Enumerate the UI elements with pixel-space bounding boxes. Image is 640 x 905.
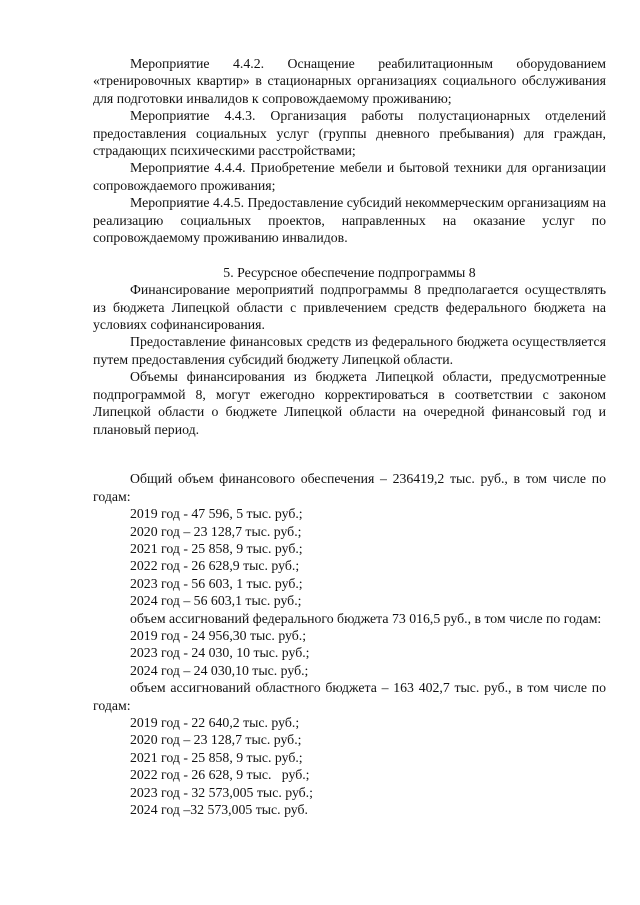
total-year-line: 2021 год - 25 858, 9 тыс. руб.; — [130, 540, 303, 556]
financing-volume-paragraph: Объемы финансирования из бюджета Липецкой области, предусмотренные подпрограммой 8, могут ежегодно корректироваться в соответствии с законом Липецкой области о бюджете Липецкой области на очередной финансовый год и плановый период. — [93, 369, 606, 437]
measure-4-4-4: Мероприятие 4.4.4. Приобретение мебели и бытовой техники для организации сопровождаемого проживания; — [93, 160, 606, 193]
spacer — [93, 246, 606, 263]
federal-year-line: 2019 год - 24 956,30 тыс. руб.; — [130, 627, 307, 643]
total-year-line: 2022 год - 26 628,9 тыс. руб.; — [130, 558, 300, 574]
regional-year-line: 2024 год –32 573,005 тыс. руб. — [130, 802, 308, 818]
regional-year-line: 2021 год - 25 858, 9 тыс. руб.; — [130, 749, 303, 765]
spacer — [93, 438, 606, 455]
federal-funds-paragraph: Предоставление финансовых средств из федерального бюджета осуществляется путем предоставления субсидий бюджету Липецкой области. — [93, 334, 606, 367]
total-year-line: 2020 год – 23 128,7 тыс. руб.; — [130, 523, 302, 539]
total-year-line: 2024 год – 56 603,1 тыс. руб.; — [130, 593, 302, 609]
federal-year-line: 2024 год – 24 030,10 тыс. руб.; — [130, 662, 309, 678]
section-title: 5. Ресурсное обеспечение подпрограммы 8 — [223, 264, 476, 280]
federal-budget-intro: объем ассигнований федерального бюджета 73 016,5 руб., в том числе по годам: — [130, 610, 602, 626]
regional-year-line: 2020 год – 23 128,7 тыс. руб.; — [130, 732, 302, 748]
regional-budget-intro: объем ассигнований областного бюджета – 163 402,7 тыс. руб., в том числе по годам: — [93, 680, 606, 713]
financing-paragraph: Финансирование мероприятий подпрограммы 8 предполагается осуществлять из бюджета Липецкой области с привлечением средств федерального бюджета на условиях софинансирования. — [93, 282, 606, 333]
regional-year-line: 2022 год - 26 628, 9 тыс. руб.; — [130, 767, 310, 783]
total-funding-intro: Общий объем финансового обеспечения – 236419,2 тыс. руб., в том числе по годам: — [93, 471, 606, 504]
total-year-line: 2019 год - 47 596, 5 тыс. руб.; — [130, 506, 303, 522]
federal-year-line: 2023 год - 24 030, 10 тыс. руб.; — [130, 645, 310, 661]
regional-year-line: 2019 год - 22 640,2 тыс. руб.; — [130, 715, 300, 730]
measure-4-4-2: Мероприятие 4.4.2. Оснащение реабилитационным оборудованием «тренировочных квартир» в стационарных организациях социального обслуживания для подготовки инвалидов к сопровождаемому проживанию; — [93, 56, 606, 106]
regional-year-line: 2023 год - 32 573,005 тыс. руб.; — [130, 784, 313, 800]
total-year-line: 2023 год - 56 603, 1 тыс. руб.; — [130, 575, 303, 591]
measure-4-4-3: Мероприятие 4.4.3. Организация работы полустационарных отделений предоставления социальных услуг (группы дневного пребывания) для граждан, страдающих психическими расстройствами; — [93, 108, 606, 159]
measure-4-4-5: Мероприятие 4.4.5. Предоставление субсидий некоммерческим организациям на реализацию социальных проектов, направленных на оказание услуг по сопровождаемому проживанию инвалидов. — [93, 195, 606, 246]
